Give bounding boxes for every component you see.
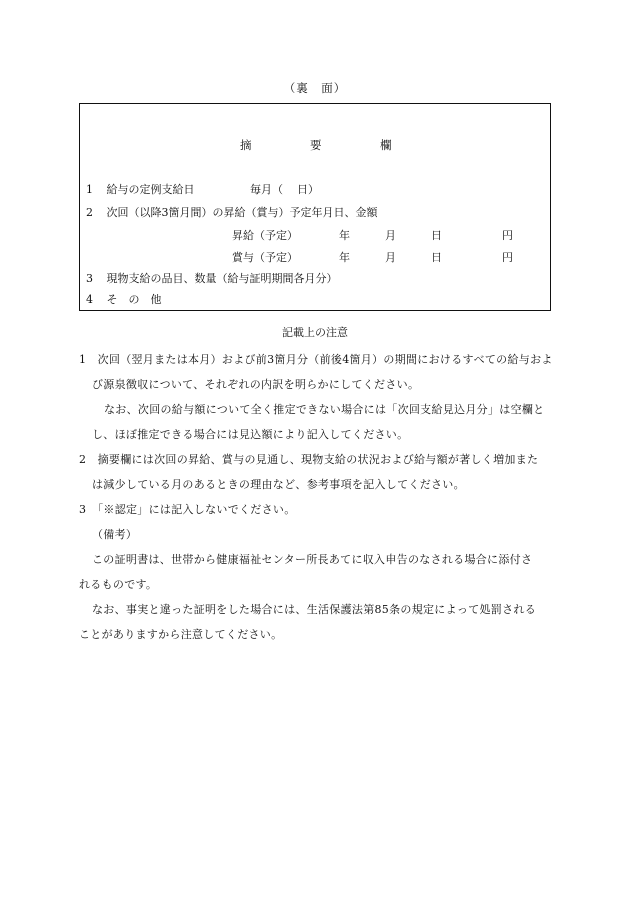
remarks-line-1: この証明書は、世帯から健康福祉センター所長あてに収入申告のなされる場合に添付さ <box>92 553 533 566</box>
bonus-day: 日 <box>431 251 442 264</box>
title-char-1: 摘 <box>240 138 252 152</box>
note-3-line-1: 3 「※認定」には記入しないでください。 <box>79 503 296 516</box>
title-char-2: 要 <box>310 138 322 152</box>
item-3-row <box>86 270 338 286</box>
item-4-row <box>86 291 162 307</box>
raise-label: 昇給（予定） <box>232 229 298 242</box>
item-1-number: 1 <box>86 183 93 196</box>
remarks-line-2: れるものです。 <box>79 578 158 591</box>
note-1-line-2: び源泉徴収について、それぞれの内訳を明らかにしてください。 <box>92 378 420 391</box>
note-2-line-2: は減少している月のあるときの理由など、参考事項を記入してください。 <box>92 478 465 491</box>
item-3-label: 現物支給の品目、数量（給与証明期間各月分） <box>106 272 338 285</box>
bonus-month: 月 <box>385 251 396 264</box>
item-3-number: 3 <box>86 272 93 285</box>
title-char-3: 欄 <box>380 138 392 152</box>
item-1-value-prefix: 毎月（ <box>250 183 283 196</box>
bonus-year: 年 <box>339 251 350 264</box>
raise-month: 月 <box>385 229 396 242</box>
item-2-row <box>86 204 378 220</box>
summary-box <box>79 103 551 311</box>
note-1-line-1: 1 次回（翌月または本月）および前3箇月分（前後4箇月）の期間におけるすべての給与およ <box>79 353 553 366</box>
notes-title: 記載上の注意 <box>282 326 348 339</box>
note-1-line-4: し、ほぼ推定できる場合には見込額により記入してください。 <box>92 428 409 441</box>
remarks-line-3: なお、事実と違った証明をした場合には、生活保護法第85条の規定によって処罰される <box>92 603 536 616</box>
bonus-yen: 円 <box>502 251 513 264</box>
item-2-number: 2 <box>86 206 93 219</box>
item-1-label: 給与の定例支給日 <box>106 183 195 196</box>
item-4-number: 4 <box>86 293 93 306</box>
note-2-line-1: 2 摘要欄には次回の昇給、賞与の見通し、現物支給の状況および給与額が著しく増加また <box>79 453 539 466</box>
note-1-line-3: なお、次回の給与額について全く推定できない場合には「次回支給見込月分」は空欄と <box>104 403 545 416</box>
page-heading: （裏 面） <box>283 81 347 95</box>
raise-day: 日 <box>431 229 442 242</box>
raise-year: 年 <box>339 229 350 242</box>
remarks-title: （備考） <box>92 528 138 541</box>
raise-yen: 円 <box>502 229 513 242</box>
item-1-row <box>86 181 195 197</box>
remarks-line-4: ことがありますから注意してください。 <box>79 628 283 641</box>
bonus-label: 賞与（予定） <box>232 251 298 264</box>
item-1-value-suffix: 日） <box>297 183 319 196</box>
item-4-label: そ の 他 <box>106 293 162 306</box>
item-2-label: 次回（以降3箇月間）の昇給（賞与）予定年月日、金額 <box>106 206 378 219</box>
